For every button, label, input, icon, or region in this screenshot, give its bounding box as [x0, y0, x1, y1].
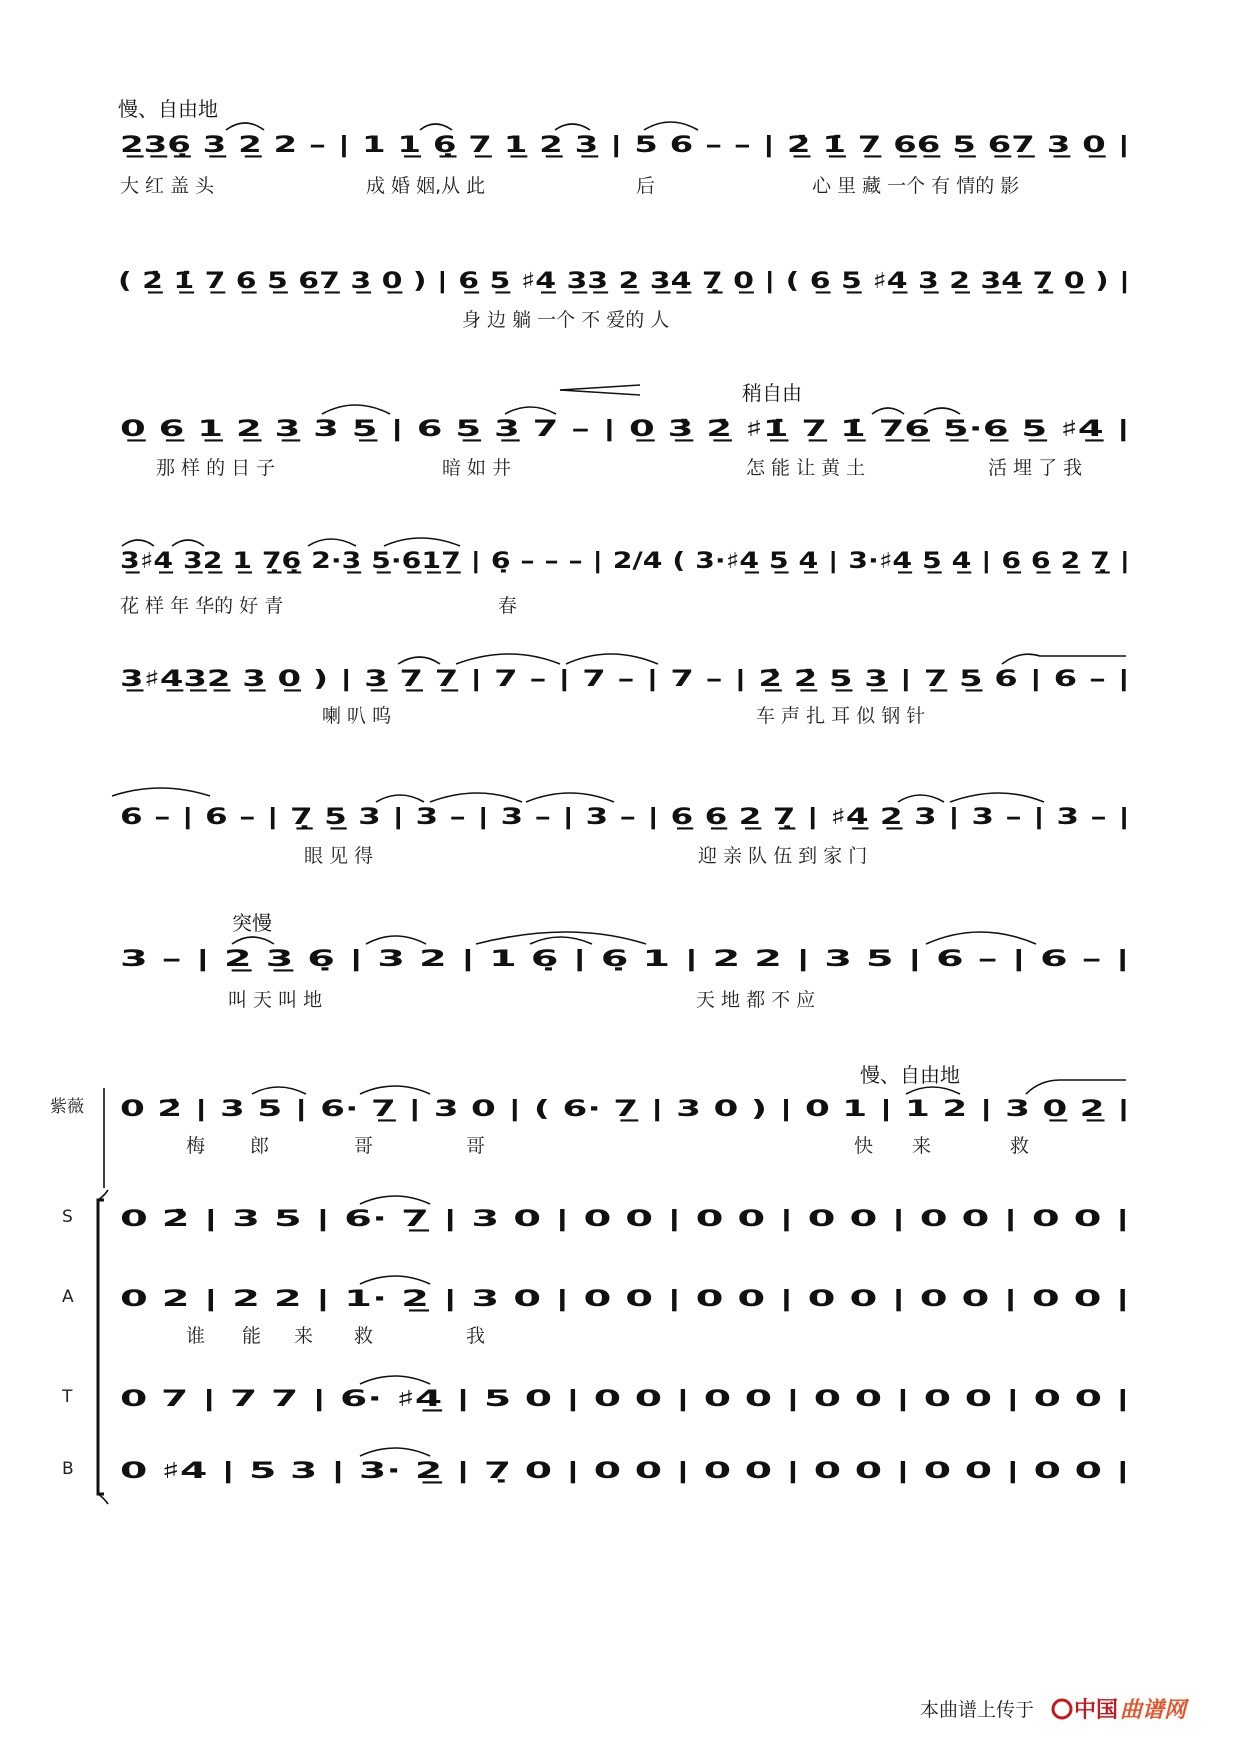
notes-line-7: 3 – | 2̲ 3̲ 6̣ | 3 2 | 1 6̣ | 6̣ 1 | 2 2 | 3 5 | 6 – | 6 – |: [120, 947, 1130, 972]
tempo-mark-sudden-slow: 突慢: [232, 911, 272, 935]
lyrics-line-7-a: 叫 天 叫 地: [228, 989, 323, 1011]
lyrics-ziwei: [186, 1135, 1029, 1157]
lyrics-line-2-a: 身 边 躺 一个 不 爱的 人: [462, 309, 670, 331]
score-line-6: [112, 788, 1130, 867]
lyrics-line-6-b: 迎 亲 队 伍 到 家 门: [698, 845, 868, 867]
voice-label-ziwei: 紫薇: [50, 1097, 84, 1117]
lyrics-line-7-b: 天 地 都 不 应: [696, 989, 816, 1011]
lyric-alto-2: 能: [242, 1325, 262, 1347]
lyric-ziwei-4: 哥: [466, 1135, 486, 1157]
notes-line-4: 3̲♯4̲ 3̲2̲ 1̲ 7̣̲6̣̲ 2·3̲ 5̲·6̲1̲7̲ | 6̣ – – – | 2/4 ( 3·♯4̲ 5̲ 4̲ | 3·♯4̲ 5̲ 4̲ | 6̲ 6̲ 2̲ 7̣̲ |: [120, 549, 1130, 574]
lyrics-line-3-b: 暗 如 井: [442, 457, 512, 479]
site-logo[interactable]: [1053, 1697, 1190, 1723]
credit-prefix: 本曲谱上传于: [920, 1699, 1035, 1721]
lyrics-line-4-b: 春: [498, 595, 518, 617]
lyrics-line-1-c: 后: [636, 175, 656, 197]
voice-label-bass: B: [62, 1459, 74, 1479]
logo-text-b: 曲谱网: [1120, 1698, 1187, 1723]
notes-line-6: 6 – | 6 – | 7̣̲ 5̲ 3 | 3 – | 3 – | 3 – | 6̲ 6̲ 2̲ 7̣̲ | ♯4̲ 2̲ 3 | 3 – | 3 – |: [120, 805, 1130, 830]
lyric-ziwei-3: 哥: [354, 1135, 374, 1157]
lyric-ziwei-2: 郎: [250, 1135, 270, 1157]
notes-alto: 0 2 | 2 2 | 1· 2̲ | 3 0 | 0 0 | 0 0 | 0 0 | 0 0 | 0 0 |: [120, 1287, 1130, 1312]
voice-label-alto: A: [62, 1287, 74, 1307]
notes-tenor: 0 7 | 7 7 | 6· ♯4̲ | 5 0 | 0 0 | 0 0 | 0 0 | 0 0 | 0 0 |: [120, 1387, 1130, 1412]
lyric-ziwei-1: 梅: [186, 1135, 206, 1157]
lyrics-line-3-d: 活 埋 了 我: [988, 457, 1083, 479]
notes-bass: 0 ♯4 | 5 3 | 3· 2̲ | 7̣ 0 | 0 0 | 0 0 | 0 0 | 0 0 | 0 0 |: [120, 1459, 1130, 1484]
lyric-alto-5: 我: [466, 1325, 486, 1347]
lyrics-line-1-d: 心 里 藏 一个 有 情的 影: [812, 175, 1020, 197]
tempo-mark-slow-free: 慢、自由地: [118, 97, 218, 121]
logo-mark-icon: [1053, 1700, 1071, 1718]
lyrics-line-5-a: 喇 叭 呜: [322, 705, 392, 727]
voice-label-tenor: T: [62, 1387, 73, 1407]
score-line-2: [118, 269, 1130, 331]
lyric-alto-4: 救: [354, 1325, 374, 1347]
lyrics-line-3-a: 那 样 的 日 子: [156, 457, 276, 479]
tempo-mark-slow-free-2: 慢、自由地: [860, 1063, 960, 1087]
lyrics-line-3-c: 怎 能 让 黄 土: [746, 457, 866, 479]
lyric-ziwei-7: 救: [1010, 1135, 1030, 1157]
lyrics-line-1-a: 大 红 盖 头: [120, 175, 215, 197]
lyrics-line-5-b: 车 声 扎 耳 似 钢 针: [756, 705, 926, 727]
site-credit: [920, 1697, 1190, 1723]
score-line-3: [120, 385, 1130, 479]
notes-ziwei: 0 2̇ | 3 5 | 6· 7̲ | 3 0 | ( 6· 7̲ | 3 0 ) | 0 1 | 1 2 | 3 0̲ 2̲ |: [120, 1097, 1130, 1122]
lyric-alto-3: 来: [294, 1325, 314, 1347]
score-line-7: [120, 932, 1130, 1011]
lyrics-line-1-b: 成 婚 姻,从 此: [366, 175, 486, 197]
notes-line-2: ( 2̲̇ 1̲̇ 7̲ 6̲ 5̲ 6̲7̲ 3̲ 0̲ ) | 6̲ 5̲ ♯4̲ 3̲3̲ 2̲ 3̲4̲ 7̣̲ 0̲ | ( 6̲ 5̲ ♯4̲ 3̲ 2̲ 3̲4̲ 7̣̲ 0̲ ) |: [118, 269, 1130, 294]
lyrics-alto: [186, 1325, 485, 1347]
notes-line-5: 3̲♯4̲3̲2̲ 3̲ 0̲ ) | 3̲ 7̲ 7̲ | 7 – | 7 – | 7 – | 2̲̇ 2̲̇ 5̲ 3̲ | 7̲ 5̲ 6 | 6 – |: [120, 667, 1130, 692]
lyric-ziwei-5: 快: [854, 1135, 874, 1157]
voice-label-soprano: S: [62, 1207, 73, 1227]
lyric-ziwei-6: 来: [912, 1135, 932, 1157]
choir-system: [50, 1080, 1130, 1504]
lyrics-line-4-a: 花 样 年 华的 好 青: [120, 595, 284, 617]
lyric-alto-1: 谁: [186, 1325, 206, 1347]
score-line-4: [120, 538, 1130, 617]
tempo-mark-slightly-free: 稍自由: [742, 381, 802, 405]
score-line-1: [120, 122, 1130, 197]
notes-line-1: 2̲3̲6̣̲ 3̲ 2̲ 2 – | 1 1̲ 6̣̲ 7̲ 1̲ 2̲ 3̲ | 5 6 – – | 2̲̇ 1̲̇ 7̲ 6̲6̲ 5̲ 6̲7̲ 3̲ 0̲ |: [120, 133, 1130, 158]
lyrics-line-6-a: 眼 见 得: [304, 845, 374, 867]
score-line-5: [120, 654, 1130, 727]
notes-soprano: 0 2̇ | 3 5 | 6· 7̲ | 3 0 | 0 0 | 0 0 | 0 0 | 0 0 | 0 0 |: [120, 1207, 1130, 1232]
logo-text-a: 中国: [1074, 1698, 1119, 1723]
notes-line-3: 0̲ 6̲ 1̲ 2̲ 3̲ 3 5̲ | 6 5̲ 3̲ 7 – | 0̲ 3̲̇ 2̲̇ ♯1̲̇ 7̲ 1̲̇ 7̲6̲ 5̲·6̲ 5̲ ♯4̲ |: [120, 417, 1130, 442]
